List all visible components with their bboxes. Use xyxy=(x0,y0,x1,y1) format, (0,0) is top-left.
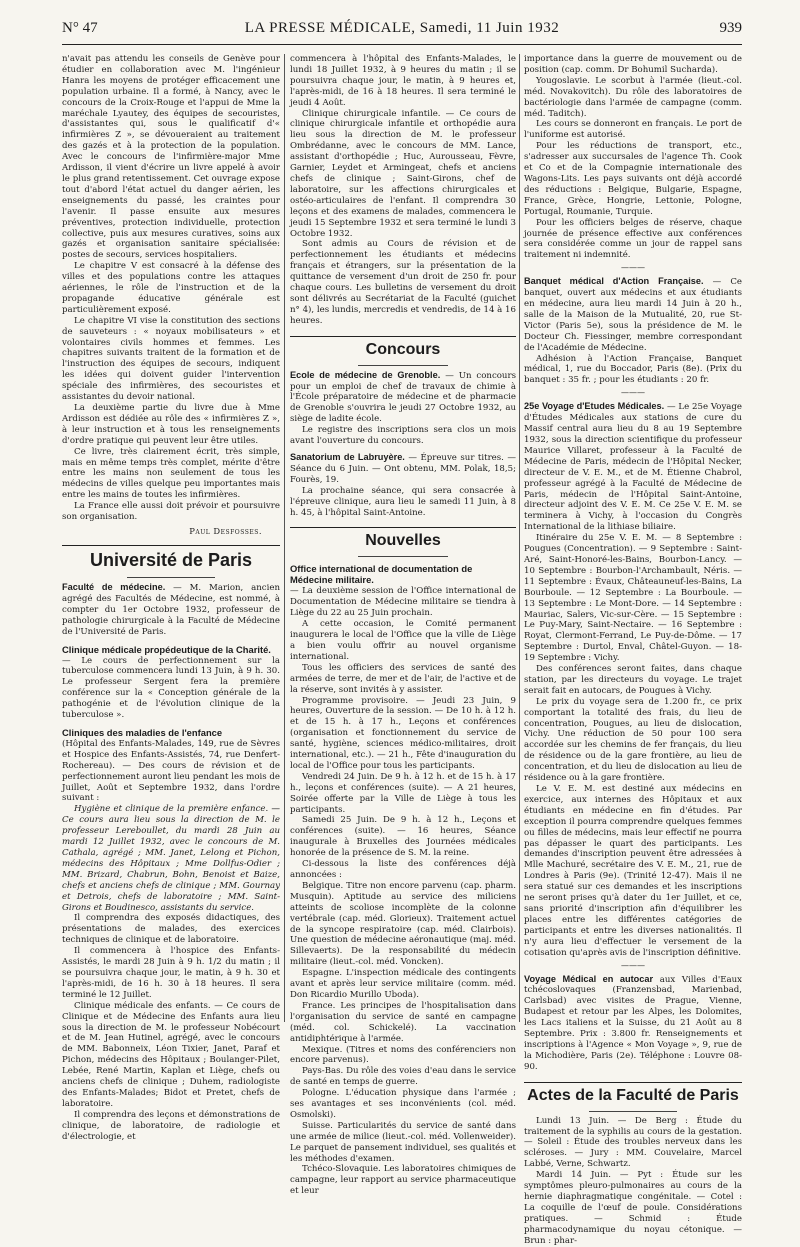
section-rule xyxy=(127,577,214,578)
news-text: Ci-dessous la liste des conférences déjà annoncées : xyxy=(290,859,516,880)
news-text: Sont admis au Cours de révision et de perfectionnement les étudiants et médecins français et étrangers, sur la présentation de la quittance de versement d'un droit de 250 fr. pour chaque cours. Les bulletins de versement du droit sont délivrés au Secrétariat de la Faculté (guichet n° 4), les lundis, mercredis et vendredis, de 14 à 16 heures. xyxy=(290,239,516,326)
news-text: Mardi 14 Juin. — Pyt : Étude sur les symptômes pleuro-pulmonaires au cours de la hernie diaphragmatique congénitale. — Cotel : La coquille de l'œuf de poule. Considérations pratiques. — Schmid : Étude pharmacodynamique du noyau cétonique. — Brun : phar- xyxy=(524,1170,742,1246)
news-text: Tchéco-Slovaquie. Les laboratoires chimiques de campagne, leur rapport au service pharmaceutique et leur xyxy=(290,1164,516,1197)
news-text: — Le 25e Voyage d'Études Médicales aux stations de cure du Massif central aura lieu du 8 au 19 Septembre 1932, sous la direction scientifique du professeur Maurice Villaret, professeur à la Faculté de Médecine de Paris, médecin de l'Hôpital Necker, directeur de V. E. M., et de M. Étienne Chabrol, professeur agrégé à la Faculté de Médecine de Paris, médecin de l'Hôpital Saint-Antoine, directeur adjoint des V. E. M. Ce 25e V. E. M. se terminera à Vichy, à l'occasion du Congrès International de la lithiase biliaire. xyxy=(524,402,743,533)
section-title-concours: Concours xyxy=(365,340,441,358)
news-text: — M. Marion, ancien agrégé des Facultés de Médecine, est nommé, à compter du 1er Octobre 1932, professeur de pathologie chirurgicale à la Faculté de Médecine de l'Université de Paris. xyxy=(62,582,280,637)
news-text: Pays-Bas. Du rôle des voies d'eau dans le service de santé en temps de guerre. xyxy=(290,1066,516,1088)
section-rule xyxy=(358,556,448,557)
section-rule xyxy=(589,1111,676,1112)
column-divider-1 xyxy=(284,54,285,1022)
separator-rule: ——— xyxy=(621,388,645,398)
news-text: Les cours se donneront en français. Le port de l'uniforme est autorisé. xyxy=(524,119,742,141)
news-text: — Le cours de perfectionnement sur la tuberculose commencera lundi 13 Juin, à 9 h. 30. Le professeur Sergent fera la première conférence sur la « Conception générale de la pathogénie et de l'évolution clinique de la tuberculose ». xyxy=(62,655,280,721)
news-text: — Un concours pour un emploi de chef de travaux de chimie à l'École préparatoire de médecine et de pharmacie de Grenoble s'ouvrira le jeudi 27 Octobre 1932, au siège de ladite école. xyxy=(290,370,516,425)
news-text: Clinique médicale des enfants. — Ce cours de Clinique et de Médecine des Enfants aura lieu sous la direction de M. le professeur Nobécourt et de M. Jean Hutinel, agrégé, avec le concours de MM. Babonneix, Léon Tixier, Janet, Paraf et Pichon, médecins des Hôpitaux ; Boulanger-Pilet, Lebée, René Martin, Kaplan et Liège, chefs ou anciens chefs de clinique ; Duhem, radiologiste des Enfants-Malades; Bidot et Pretet, chefs de laboratoire. xyxy=(62,1000,280,1109)
news-text: Il commencera à l'hospice des Enfants-Assistés, le mardi 28 Juin à 9 h. 1/2 du matin ; il se poursuivra chaque jour, le matin, à 9 h. 30 et l'après-midi, de 16 h. 30 à 18 heures. Il sera terminé le 12 Juillet. xyxy=(62,946,280,1000)
news-text: (Hôpital des Enfants-Malades, 149, rue de Sèvres et Hospice des Enfants-Assistés, 74, rue Denfert-Rochereau). — Des cours de révision et de perfectionnement auront lieu pendant les mois de Juillet, Août et Septembre 1932, dans l'ordre suivant : xyxy=(62,738,281,804)
news-text: — Ce banquet, ouvert aux médecins et aux étudiants en médecine, aura lieu mardi 14 Juin à 20 h., salle de la Maison de la Mutualité, 20, rue St-Victor (Paris 5e), sous la présidence de M. le Docteur Ch. Fiessinger, membre correspondant de l'Académie de Médecine. xyxy=(524,277,742,353)
page-header xyxy=(62,18,742,45)
news-text: Pour les officiers belges de réserve, chaque journée de présence effective aux conférences sera considérée comme un jour de rappel sans traitement ni indemnité. xyxy=(524,217,742,261)
news-text: Le prix du voyage sera de 1.200 fr., ce prix comportant la totalité des frais, du lieu de concentration, Pougues, au lieu de dislocation, Vichy. Une réduction de 50 pour 100 sera accordée sur les chemins de fer français, du lieu de résidence ou de la gare frontière, au lieu de concentration, et du lieu de dislocation au lieu de résidence ou à la gare frontière. xyxy=(524,696,742,784)
news-heading: Sanatorium de Labruyère. xyxy=(290,452,405,462)
news-text: Suisse. Particularités du service de santé dans une armée de milice (lieut.-col. méd. Vollenweider). Le parquet de pansement individuel, ses qualités et les méthodes d'examen. xyxy=(290,1120,516,1164)
news-text: Lundi 13 Juin. — De Berg : Étude du traitement de la syphilis au cours de la gestation. — Soleil : Étude des troubles nerveux dans les scléroses. — Jury : MM. Couvelaire, Marcel Labbé, Verne, Schwartz. xyxy=(524,1115,742,1170)
news-heading: Office international de documentation de Médecine militaire. xyxy=(290,563,473,586)
article-paragraph: La deuxième partie du livre due à Mme Ardisson est dédiée au rôle des « infirmières Z », à leur instruction et à tous les renseignements d'ordre pratique qui peuvent leur être utiles. xyxy=(62,403,280,446)
article-paragraph: La France elle aussi doit prévoir et poursuivre son organisation. xyxy=(62,501,280,523)
news-text: Itinéraire du 25e V. E. M. — 8 Septembre : Pougues (Concentration). — 9 Septembre : Saint-Aré, Saint-Honoré-les-Bains, Bourbon-Lancy. — 10 Septembre : Bourbon-l'Archambault, Néris. — 11 Septembre : Évaux, Châteauneuf-les-Bains, La Bourboule. — 12 Septembre : La Bourboule. — 13 Septembre : Le Mont-Dore. — 14 Septembre : Mauriac, Salers, Vic-sur-Cère. — 15 Septembre : Le Puy-Mary, Saint-Nectaire. — 16 Septembre : Royat, Clermont-Ferrand, Le Puy-de-Dôme. — 17 Septembre : Durtol, Enval, Châtel-Guyon. — 18-19 Septembre : Vichy. xyxy=(524,533,742,664)
news-text: Programme provisoire. — Jeudi 23 Juin, 9 heures, Ouverture de la session. — De 10 h. à 12 h. et de 15 h. à 17 h., Leçons et conférences (organisation et fonctionnement du service de santé, hygiène, sciences médico-militaires, droit international, etc.). — 21 h., Fête d'inauguration du local de l'Office pour tous les participants. xyxy=(290,695,516,771)
article-paragraph: Le chapitre V est consacré à la défense des villes et des populations contre les attaques aériennes, le rôle de l'instruction et de la propagande éducative générale est particulièrement exposé. xyxy=(62,261,280,315)
section-title-universite: Université de Paris xyxy=(89,549,253,570)
news-text: Des conférences seront faites, dans chaque station, par les directeurs du voyage. Le trajet serait fait en autocars, de Pougues à Vichy. xyxy=(524,664,742,696)
news-text: Pologne. L'éducation physique dans l'armée ; ses avantages et ses inconvénients (col. méd. Osmolski). xyxy=(290,1088,516,1120)
news-text: Le V. E. M. est destiné aux médecins en exercice, aux internes des Hôpitaux et aux étudiants en médecine en fin d'études. Par exception il pourra comprendre quelques femmes ou filles de médecins, mais leur effectif ne pourra pas dépasser le quart des participants. Les demandes d'inscription peuvent être adressées à Mlle Machuré, secrétaire des V. E. M., 21, rue de Londres à Paris (9e). (Trinité 12-47). Mais il ne sera statué sur ces demandes et les inscriptions ne seront prises qu'à dater du 1er Juillet, et ce, sans priorité d'inscription afin d'équilibrer les places entre les différentes catégories de participants et entre les diverses nationalités. Il n'y aura lieu d'effectuer le versement de la cotisation qu'après avis de l'inscription définitive. xyxy=(524,784,742,958)
news-heading: Faculté de médecine. xyxy=(62,581,166,592)
news-text: La prochaine séance, qui sera consacrée à l'épreuve clinique, aura lieu le samedi 11 Juin, à 8 h. 45, à l'hôpital Saint-Antoine. xyxy=(290,485,516,518)
article-paragraph: n'avait pas attendu les conseils de Genève pour étudier en collaboration avec M. l'ingénieur Hanra les moyens de protéger efficacement une population urbaine. Il a formé, à Nancy, avec le concours de la Croix-Rouge et l'appui de Mme la maréchale Lyautey, des équipes de secouristes, d'assistantes qui, sous le qualificatif d'« infirmières Z », se dévoueraient au traitement des gazés et à la protection de la population. Avec le concours de l'infirmière-major Mme Ardisson, il vient d'écrire un livre appelé à avoir le plus grand retentissement. Cet ouvrage expose tout d'abord l'état actuel du danger aérien, les enseignements du passé, les craintes pour l'avenir. Il passe ensuite aux mesures préventives, protection individuelle, protection collective, puis aux mesures curatives, soins aux gazés et organisation sanitaire spécialisée: postes de secours, services hospitaliers. xyxy=(62,54,280,261)
news-text: Adhésion à l'Action Française, Banquet médical, 1, rue du Boccador, Paris (8e). (Prix du banquet : 35 fr. ; pour les étudiants : 20 fr. xyxy=(524,353,742,386)
news-text: importance dans la guerre de mouvement ou de position (cap. comm. Dr Bohumil Sucharda). xyxy=(524,54,742,75)
column-1 xyxy=(62,54,281,1142)
section-title-nouvelles: Nouvelles xyxy=(365,532,441,550)
journal-title: LA PRESSE MÉDICALE, Samedi, 11 Juin 1932 xyxy=(244,20,560,36)
news-text: Yougoslavie. Le scorbut à l'armée (lieut.-col. méd. Novakovitch). Du rôle des laboratoires de bactériologie dans l'armée de campagne (comm. méd. Taditch). xyxy=(524,75,742,119)
news-text: Pour les réductions de transport, etc., s'adresser aux succursales de l'agence Th. Cook et Co et de la Compagnie internationale des Wagons-Lits. Les pays suivants ont déjà accordé des réductions : Belgique, Bulgarie, Espagne, France, Grèce, Hongrie, Lettonie, Pologne, Portugal, Roumanie, Turquie. xyxy=(524,141,742,217)
section-rule xyxy=(358,365,448,366)
section-rule xyxy=(524,1082,742,1083)
news-text: Samedi 25 Juin. De 9 h. à 12 h., Leçons et conférences (suite). — 16 heures, Séance inaugurale à Bruxelles des Journées médicales honorée de la présence de S. M. la reine. xyxy=(290,815,516,859)
section-rule xyxy=(290,527,516,528)
article-paragraph: Le chapitre VI vise la constitution des sections de sauveteurs : « noyaux mobilisateurs » et volontaires civils hommes et femmes. Les chapitres suivants traitent de la formation et de l'instruction des équipes de secours, indiquent les idées qui doivent guider l'intervention spéciale des infirmières, des secouristes et assistantes du devoir national. xyxy=(62,315,280,403)
news-text: commencera à l'hôpital des Enfants-Malades, le lundi 18 Juillet 1932, à 9 heures du matin ; il se poursuivra chaque jour, le matin, à 9 heures et, l'après-midi, de 16 à 18 heures. Il sera terminé le jeudi 4 Août. xyxy=(290,54,516,108)
column-divider-2 xyxy=(519,54,520,1022)
separator-rule: ——— xyxy=(621,960,645,970)
news-text: Il comprendra des exposés didactiques, des présentations de malades, des exercices techniques de clinique et de laboratoire. xyxy=(62,913,280,946)
news-text: Le registre des inscriptions sera clos un mois avant l'ouverture du concours. xyxy=(290,425,516,447)
news-heading: Cliniques des maladies de l'enfance xyxy=(62,726,223,738)
news-text: — Épreuve sur titres. — Séance du 6 Juin. — Ont obtenu, MM. Polak, 18,5; Fourès, 19. xyxy=(290,453,516,485)
section-rule xyxy=(62,545,280,546)
news-text: — La deuxième session de l'Office international de Documentation de Médecine militaire se tiendra à Liège du 22 au 25 Juin prochain. xyxy=(290,586,516,619)
news-heading: Ecole de médecine de Grenoble. xyxy=(290,369,441,380)
section-title-actes: Actes de la Faculté de Paris xyxy=(527,1086,739,1104)
news-text: A cette occasion, le Comité permanent inaugurera le local de l'Office que la ville de Liège a bien voulu offrir au nouvel organisme international. xyxy=(290,619,516,662)
news-text: Hygiène et clinique de la première enfance. — Ce cours aura lieu sous la direction de M. le professeur Lereboullet, du mardi 28 Juin au mardi 12 Juillet 1932, avec le concours de M. Cathala, agrégé ; MM. Janet, Lelong et Pichon, médecins des Hôpitaux ; Mme Dollfus-Odier ; MM. Brizard, Chabrun, Bohn, Benoist et Baize, chefs et anciens chefs de clinique ; MM. Gournay et Detrois, chefs de laboratoire ; MM. Saint-Girons et Boudinesco, assistants du service. xyxy=(62,804,280,913)
news-heading: 25e Voyage d'Etudes Médicales. xyxy=(524,401,665,412)
separator-rule: ——— xyxy=(621,263,645,273)
page-number: 939 xyxy=(719,20,742,36)
column-2 xyxy=(290,54,516,1197)
news-text: Tous les officiers des services de santé des armées de terre, de mer et de l'air, de l'active et de la réserve, sont invités à y assister. xyxy=(290,662,516,695)
news-heading: Voyage Médical en autocar xyxy=(524,973,654,984)
section-rule xyxy=(290,336,516,337)
news-heading: Banquet médical d'Action Française. xyxy=(524,276,704,287)
issue-number: N° 47 xyxy=(62,20,98,36)
news-heading: Clinique médicale propédeutique de la Charité. xyxy=(62,643,271,655)
news-text: Vendredi 24 Juin. De 9 h. à 12 h. et de 15 h. à 17 h., leçons et conférences (suite). — A 21 heures, Soirée offerte par la Ville de Liège à tous les participants. xyxy=(290,771,516,815)
news-text: aux Villes d'Eaux tchécoslovaques (Franzensbad, Marienbad, Carlsbad) avec visites de Prague, Vienne, Budapest et retour par les Alpes, les Dolomites, les Lacs italiens et la Suisse, du 21 Août au 8 Septembre. Prix : 3.800 fr. Renseignements et inscriptions à l'Agence « Mon Voyage », 9, rue de la Michodière, Paris (2e). Téléphone : Louvre 08-90. xyxy=(524,974,743,1072)
news-text: Belgique. Titre non encore parvenu (cap. pharm. Musquin). Aptitude au service des miliciens atteints de scoliose incomplète de la colonne vertébrale (cap. méd. Glorieux). Traitement actuel de la syncope respiratoire (cap. méd. Clairbois). Une question de médecine aéronautique (maj. méd. Sillevaerts). De la responsabilité du médecin militaire (lieut.-col. méd. Voncken). xyxy=(290,880,516,968)
news-text: Mexique. (Titres et noms des conférenciers non encore parvenus). xyxy=(290,1044,516,1066)
column-3 xyxy=(524,54,743,1246)
article-paragraph: Ce livre, très clairement écrit, très simple, mais en même temps très complet, mérite d'être entre les mains non seulement de tous les médecins de villes quelque peu importantes mais entre les mains de toutes les infirmières. xyxy=(62,446,280,501)
news-text: France. Les principes de l'hospitalisation dans l'organisation du service de santé en campagne (méd. col. Schickelé). La vaccination antidiphtérique à l'armée. xyxy=(290,1000,516,1044)
article-signature: Paul Desfosses. xyxy=(189,525,262,536)
news-text: Espagne. L'inspection médicale des contingents avant et après leur service militaire (comm. méd. Don Ricardio Murillo Uboda). xyxy=(290,968,516,1000)
news-text: Il comprendra des leçons et démonstrations de clinique, de laboratoire, de radiologie et d'électrologie, et xyxy=(62,1109,280,1142)
news-text: Clinique chirurgicale infantile. — Ce cours de clinique chirurgicale infantile et orthopédie aura lieu sous la direction de M. le professeur Ombrédanne, avec le concours de MM. Lance, assistant d'orthopédie ; Huc, Aurousseau, Fèvre, Garnier, Leydet et Armingeat, chefs et anciens chefs de clinique ; Saint-Girons, chef de laboratoire, sur les affections chirurgicales et ostéo-articulaires de l'enfant. Il comprendra 30 leçons et des examens de malades, commencera le jeudi 15 Septembre 1932 et sera terminé le lundi 3 Octobre 1932. xyxy=(290,108,516,239)
